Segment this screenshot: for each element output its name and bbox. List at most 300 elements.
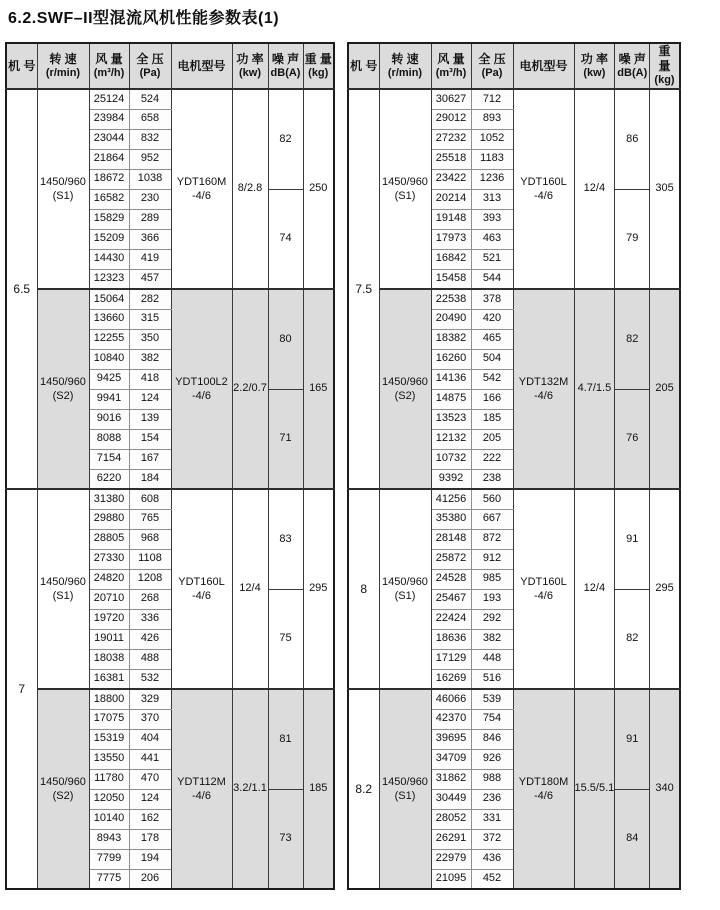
table-row [6,289,334,309]
pressure-cell: 532 [129,669,171,689]
pressure-cell: 448 [471,649,513,669]
col-header-noise-unit: dB(A) [270,66,301,79]
pressure-cell: 139 [129,409,171,429]
pressure-cell: 544 [471,269,513,289]
col-header-pressure-label: 全 压 [136,51,164,66]
flow-cell: 30449 [431,789,471,809]
motor-model-cell [513,689,574,889]
motor-model-cell [513,289,574,489]
flow-cell: 22424 [431,609,471,629]
pressure-cell: 419 [129,249,171,269]
motor-model-line2: -4/6 [534,590,553,602]
flow-cell: 7775 [89,869,129,889]
flow-cell: 6220 [89,469,129,489]
motor-model-line2: -4/6 [534,190,553,202]
speed-value: 1450/960 [382,775,428,788]
noise-bottom-cell: 79 [615,189,650,289]
col-header-flow-unit: (m³/h) [435,66,467,79]
flow-cell: 18038 [89,649,129,669]
table-body-right [348,89,680,889]
speed-value: 1450/960 [382,575,428,588]
flow-cell: 8943 [89,829,129,849]
pressure-cell: 230 [129,189,171,209]
pressure-cell: 1208 [129,569,171,589]
pressure-cell: 370 [129,709,171,729]
pressure-cell: 1108 [129,549,171,569]
col-header-motor [513,43,574,89]
col-header-jihao-label: 机 号 [8,58,36,73]
pressure-cell: 166 [471,389,513,409]
pressure-cell: 1038 [129,169,171,189]
flow-cell: 9392 [431,469,471,489]
noise-bottom-cell: 75 [268,589,303,689]
flow-cell: 7154 [89,449,129,469]
col-header-power-label: 功 率 [236,51,264,66]
motor-model-line1: YDT132M [518,375,569,388]
motor-model-cell [171,489,232,689]
pressure-cell: 289 [129,209,171,229]
flow-cell: 22979 [431,849,471,869]
pressure-cell: 426 [129,629,171,649]
speed-variant: (S2) [394,390,416,402]
pressure-cell: 236 [471,789,513,809]
col-header-power-label: 功 率 [580,51,609,66]
pressure-cell: 193 [471,589,513,609]
motor-model-line1: YDT112M [177,775,226,788]
col-header-weight-unit: (kg) [308,66,329,79]
flow-cell: 18382 [431,329,471,349]
weight-cell: 165 [303,289,334,489]
motor-model-line1: YDT160L [520,175,567,188]
pressure-cell: 765 [129,509,171,529]
power-cell: 12/4 [574,89,615,289]
col-header-speed [379,43,431,89]
weight-cell: 295 [650,489,680,689]
noise-top-cell: 91 [615,489,650,589]
col-header-pressure [129,43,171,89]
table-row [348,689,680,709]
flow-cell: 27232 [431,129,471,149]
table-body-left [6,89,334,889]
flow-cell: 12132 [431,429,471,449]
table-row [6,689,334,709]
noise-top-cell: 81 [268,689,303,789]
pressure-cell: 382 [471,629,513,649]
col-header-speed-label: 转 速 [49,51,77,66]
flow-cell: 13523 [431,409,471,429]
flow-cell: 15319 [89,729,129,749]
weight-cell: 205 [650,289,680,489]
speed-cell [37,489,89,689]
pressure-cell: 393 [471,209,513,229]
pressure-cell: 488 [129,649,171,669]
pressure-cell: 457 [129,269,171,289]
pressure-cell: 268 [129,589,171,609]
flow-cell: 14430 [89,249,129,269]
flow-cell: 19148 [431,209,471,229]
speed-variant: (S1) [52,190,74,202]
col-header-motor-label: 电机型号 [519,58,568,73]
flow-cell: 42370 [431,709,471,729]
speed-value: 1450/960 [382,375,428,388]
pressure-cell: 452 [471,869,513,889]
col-header-noise [268,43,303,89]
col-header-jihao [348,43,379,89]
motor-model-line2: -4/6 [192,390,211,402]
col-header-power [232,43,268,89]
motor-model-line1: YDT160L [520,575,567,588]
flow-cell: 18672 [89,169,129,189]
pressure-cell: 378 [471,289,513,309]
flow-cell: 27330 [89,549,129,569]
pressure-cell: 315 [129,309,171,329]
power-cell: 2.2/0.7 [232,289,268,489]
speed-value: 1450/960 [40,175,86,188]
pressure-cell: 712 [471,89,513,109]
noise-bottom-cell: 73 [268,789,303,889]
motor-model-cell [171,289,232,489]
flow-cell: 28148 [431,529,471,549]
pressure-cell: 178 [129,829,171,849]
col-header-noise-label: 噪 声 [271,51,300,66]
noise-top-cell: 80 [268,289,303,389]
flow-cell: 15209 [89,229,129,249]
weight-cell: 250 [303,89,334,289]
flow-cell: 20214 [431,189,471,209]
flow-cell: 9016 [89,409,129,429]
flow-cell: 18800 [89,689,129,709]
pressure-cell: 436 [471,849,513,869]
pressure-cell: 167 [129,449,171,469]
performance-table-right [347,42,681,890]
flow-cell: 15458 [431,269,471,289]
col-header-jihao [6,43,37,89]
pressure-cell: 329 [129,689,171,709]
flow-cell: 8088 [89,429,129,449]
pressure-cell: 542 [471,369,513,389]
speed-value: 1450/960 [382,175,428,188]
speed-variant: (S1) [394,590,416,602]
flow-cell: 28052 [431,809,471,829]
flow-cell: 23984 [89,109,129,129]
pressure-cell: 893 [471,109,513,129]
flow-cell: 25124 [89,89,129,109]
noise-bottom-cell: 71 [268,389,303,489]
flow-cell: 12050 [89,789,129,809]
pressure-cell: 968 [129,529,171,549]
table-row [6,489,334,509]
col-header-noise-unit: dB(A) [617,66,648,79]
col-header-weight [650,43,680,89]
pressure-cell: 539 [471,689,513,709]
noise-top-cell: 83 [268,489,303,589]
speed-cell [379,489,431,689]
pressure-cell: 313 [471,189,513,209]
speed-variant: (S1) [52,590,74,602]
pressure-cell: 608 [129,489,171,509]
motor-model-line2: -4/6 [192,190,211,202]
flow-cell: 19720 [89,609,129,629]
weight-cell: 305 [650,89,680,289]
power-cell: 8/2.8 [232,89,268,289]
pressure-cell: 418 [129,369,171,389]
col-header-pressure-unit: (Pa) [139,66,161,79]
noise-top-cell: 91 [615,689,650,789]
motor-model-line1: YDT180M [518,775,569,788]
flow-cell: 12323 [89,269,129,289]
pressure-cell: 124 [129,389,171,409]
flow-cell: 13660 [89,309,129,329]
flow-cell: 28805 [89,529,129,549]
speed-cell [379,89,431,289]
noise-top-cell: 82 [268,89,303,189]
tables-container [5,42,681,890]
pressure-cell: 926 [471,749,513,769]
col-header-speed-unit: (r/min) [45,66,81,79]
performance-table-left [5,42,335,890]
col-header-pressure-unit: (Pa) [481,66,503,79]
flow-cell: 18636 [431,629,471,649]
flow-cell: 25467 [431,589,471,609]
pressure-cell: 222 [471,449,513,469]
pressure-cell: 667 [471,509,513,529]
noise-bottom-cell: 84 [615,789,650,889]
pressure-cell: 350 [129,329,171,349]
power-cell: 12/4 [574,489,615,689]
machine-no-cell: 7.5 [348,89,379,489]
pressure-cell: 524 [129,89,171,109]
speed-value: 1450/960 [40,775,86,788]
col-header-jihao-label: 机 号 [350,58,378,73]
pressure-cell: 184 [129,469,171,489]
pressure-cell: 382 [129,349,171,369]
motor-model-line1: YDT160L [178,575,225,588]
col-header-noise [615,43,650,89]
noise-bottom-cell: 82 [615,589,650,689]
col-header-pressure [471,43,513,89]
pressure-cell: 988 [471,769,513,789]
flow-cell: 10732 [431,449,471,469]
motor-model-cell [171,689,232,889]
pressure-cell: 832 [129,129,171,149]
flow-cell: 30627 [431,89,471,109]
pressure-cell: 366 [129,229,171,249]
table-row [348,89,680,109]
pressure-cell: 912 [471,549,513,569]
pressure-cell: 154 [129,429,171,449]
flow-cell: 16381 [89,669,129,689]
flow-cell: 15064 [89,289,129,309]
flow-cell: 24528 [431,569,471,589]
pressure-cell: 404 [129,729,171,749]
weight-cell: 295 [303,489,334,689]
pressure-cell: 846 [471,729,513,749]
col-header-speed-label: 转 速 [391,51,419,66]
pressure-cell: 331 [471,809,513,829]
pressure-cell: 754 [471,709,513,729]
speed-cell [37,89,89,289]
flow-cell: 11780 [89,769,129,789]
speed-value: 1450/960 [40,375,86,388]
speed-value: 1450/960 [40,575,86,588]
speed-variant: (S2) [52,790,74,802]
weight-cell: 185 [303,689,334,889]
pressure-cell: 470 [129,769,171,789]
speed-variant: (S1) [394,190,416,202]
pressure-cell: 372 [471,829,513,849]
page-title: 6.2.SWF–II型混流风机性能参数表(1) [8,10,280,27]
col-header-weight-label: 重 量 [658,44,671,74]
pressure-cell: 952 [129,149,171,169]
flow-cell: 20710 [89,589,129,609]
motor-model-cell [513,489,574,689]
pressure-cell: 194 [129,849,171,869]
pressure-cell: 238 [471,469,513,489]
speed-cell [37,289,89,489]
pressure-cell: 465 [471,329,513,349]
pressure-cell: 1052 [471,129,513,149]
pressure-cell: 985 [471,569,513,589]
noise-bottom-cell: 76 [615,389,650,489]
col-header-speed [37,43,89,89]
flow-cell: 9425 [89,369,129,389]
flow-cell: 17973 [431,229,471,249]
col-header-flow [89,43,129,89]
pressure-cell: 185 [471,409,513,429]
motor-model-line2: -4/6 [192,590,211,602]
power-cell: 15.5/5.1 [574,689,615,889]
pressure-cell: 420 [471,309,513,329]
table-row [348,289,680,309]
table-head-right [348,43,680,89]
table-row [348,489,680,509]
pressure-cell: 336 [129,609,171,629]
flow-cell: 31380 [89,489,129,509]
motor-model-line1: YDT160M [176,175,227,188]
pressure-cell: 463 [471,229,513,249]
flow-cell: 25518 [431,149,471,169]
flow-cell: 26291 [431,829,471,849]
flow-cell: 21864 [89,149,129,169]
flow-cell: 12255 [89,329,129,349]
pressure-cell: 658 [129,109,171,129]
flow-cell: 20490 [431,309,471,329]
flow-cell: 41256 [431,489,471,509]
flow-cell: 29012 [431,109,471,129]
pressure-cell: 516 [471,669,513,689]
machine-no-cell: 8 [348,489,379,689]
flow-cell: 17129 [431,649,471,669]
pressure-cell: 292 [471,609,513,629]
flow-cell: 16842 [431,249,471,269]
flow-cell: 22538 [431,289,471,309]
col-header-flow [431,43,471,89]
col-header-motor [171,43,232,89]
flow-cell: 23422 [431,169,471,189]
noise-top-cell: 82 [615,289,650,389]
flow-cell: 35380 [431,509,471,529]
motor-model-line2: -4/6 [534,790,553,802]
flow-cell: 17075 [89,709,129,729]
pressure-cell: 1183 [471,149,513,169]
pressure-cell: 441 [129,749,171,769]
pressure-cell: 282 [129,289,171,309]
motor-model-line2: -4/6 [534,390,553,402]
flow-cell: 13550 [89,749,129,769]
col-header-pressure-label: 全 压 [478,51,506,66]
flow-cell: 14875 [431,389,471,409]
flow-cell: 10140 [89,809,129,829]
pressure-cell: 162 [129,809,171,829]
pressure-cell: 205 [471,429,513,449]
power-cell: 4.7/1.5 [574,289,615,489]
flow-cell: 46066 [431,689,471,709]
col-header-motor-label: 电机型号 [177,58,226,73]
flow-cell: 15829 [89,209,129,229]
col-header-weight-unit: (kg) [654,74,675,87]
table-row [6,89,334,109]
flow-cell: 25872 [431,549,471,569]
motor-model-line1: YDT100L2 [175,375,228,388]
motor-model-cell [513,89,574,289]
col-header-noise-label: 噪 声 [618,51,646,66]
machine-no-cell: 7 [6,489,37,889]
power-cell: 3.2/1.1 [232,689,268,889]
speed-cell [379,689,431,889]
pressure-cell: 872 [471,529,513,549]
col-header-flow-label: 风 量 [95,51,123,66]
flow-cell: 23044 [89,129,129,149]
speed-variant: (S2) [52,390,74,402]
flow-cell: 39695 [431,729,471,749]
pressure-cell: 521 [471,249,513,269]
motor-model-line2: -4/6 [192,790,211,802]
machine-no-cell: 8.2 [348,689,379,889]
col-header-power-unit: (kw) [583,66,606,79]
flow-cell: 16582 [89,189,129,209]
noise-bottom-cell: 74 [268,189,303,289]
col-header-weight-label: 重 量 [304,51,332,66]
speed-cell [379,289,431,489]
weight-cell: 340 [650,689,680,889]
pressure-cell: 1236 [471,169,513,189]
flow-cell: 9941 [89,389,129,409]
pressure-cell: 560 [471,489,513,509]
flow-cell: 16269 [431,669,471,689]
speed-variant: (S1) [394,790,416,802]
flow-cell: 24820 [89,569,129,589]
flow-cell: 19011 [89,629,129,649]
power-cell: 12/4 [232,489,268,689]
col-header-weight [303,43,334,89]
flow-cell: 31862 [431,769,471,789]
flow-cell: 21095 [431,869,471,889]
flow-cell: 34709 [431,749,471,769]
machine-no-cell: 6.5 [6,89,37,489]
flow-cell: 10840 [89,349,129,369]
pressure-cell: 124 [129,789,171,809]
table-head-left [6,43,334,89]
flow-cell: 7799 [89,849,129,869]
col-header-flow-label: 风 量 [437,51,465,66]
flow-cell: 29880 [89,509,129,529]
motor-model-cell [171,89,232,289]
header-row [348,43,680,89]
col-header-power [574,43,615,89]
col-header-speed-unit: (r/min) [387,66,423,79]
col-header-power-unit: (kw) [239,66,261,79]
flow-cell: 14136 [431,369,471,389]
